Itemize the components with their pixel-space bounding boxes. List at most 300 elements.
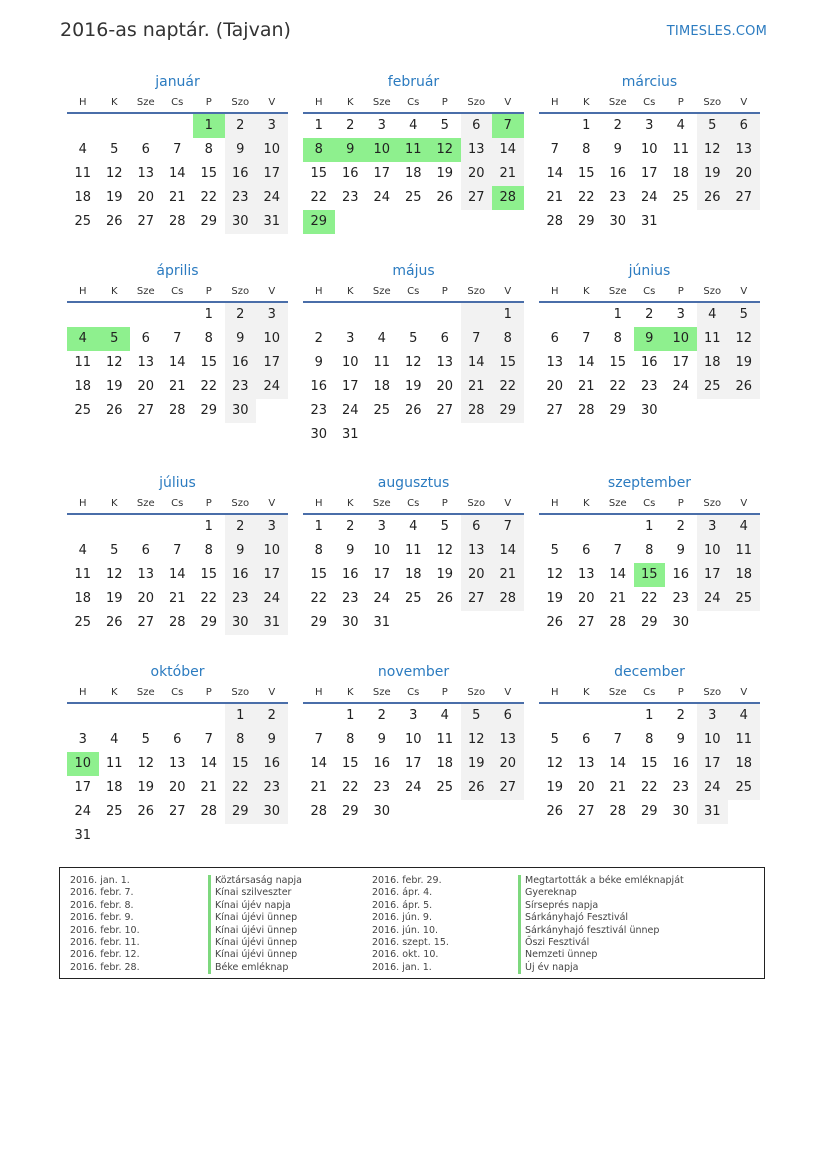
day-cell: 7 [314,732,323,747]
day-cell: 16 [256,752,288,776]
day-cell: 27 [546,403,564,418]
day-cell: 23 [310,403,328,418]
day-cell: 26 [436,591,454,606]
day-cell: 30 [672,804,690,819]
day-cell: 31 [341,427,359,442]
legend-date: 2016. ápr. 5. [372,899,433,911]
day-cell: 14 [310,756,328,771]
legend-holiday-name: Kínai újévi ünnep [208,937,302,949]
legend-right-dates [372,875,449,974]
day-cell: 15 [200,355,218,370]
day-cell: 30 [373,804,391,819]
day-cell: 1 [314,118,323,133]
day-cell: 14 [168,567,186,582]
month-block [303,660,524,824]
day-cell: 19 [404,379,422,394]
legend-date: 2016. febr. 12. [70,949,140,961]
weekday-header: Sze [366,684,398,704]
day-cell: 6 [550,331,559,346]
day-cell: 30 [256,800,288,824]
day-cell: 14 [461,351,493,375]
day-cell: 9 [377,732,386,747]
day-cell: 31 [697,800,729,824]
day-cell: 9 [676,543,685,558]
weekday-header: Sze [602,684,634,704]
day-cell: 4 [409,519,418,534]
day-cell: 28 [310,804,328,819]
day-cell: 26 [105,214,123,229]
month-name: április [156,263,199,279]
day-cell: 26 [105,403,123,418]
day-cell: 13 [137,567,155,582]
day-cell: 23 [609,190,627,205]
day-cell: 30 [225,611,257,635]
legend-holiday-name: Sárkányhajó Fesztivál [518,912,684,924]
month-name: augusztus [377,475,450,491]
month-block [67,259,288,423]
day-cell: 4 [728,515,760,539]
day-cell: 3 [256,114,288,138]
weekday-header: V [492,94,524,114]
empty-cell [256,399,288,423]
empty-cell [67,515,99,539]
day-cell: 19 [436,166,454,181]
weekday-header: H [67,495,99,515]
month-name: december [614,664,685,680]
day-cell: 20 [492,752,524,776]
weekday-header: P [665,283,697,303]
day-cell: 25 [74,615,92,630]
brand-logo-link[interactable]: TIMESLES.COM [666,24,767,39]
day-cell: 29 [577,214,595,229]
day-cell: 21 [168,190,186,205]
month-block [539,259,760,423]
month-block [67,660,288,848]
day-cell: 14 [492,138,524,162]
weekday-header: K [99,283,131,303]
day-cell: 15 [341,756,359,771]
weekday-header: K [99,684,131,704]
day-cell: 29 [310,615,328,630]
day-cell: 13 [137,166,155,181]
day-cell: 13 [461,539,493,563]
empty-cell [539,704,571,728]
day-cell: 11 [74,567,92,582]
day-cell: 27 [577,804,595,819]
day-cell: 9 [225,138,257,162]
day-cell: 20 [577,591,595,606]
empty-cell [225,824,257,848]
empty-cell [602,515,634,539]
day-cell: 16 [373,756,391,771]
legend-date: 2016. febr. 9. [70,912,134,924]
day-cell: 26 [137,804,155,819]
empty-cell [571,515,603,539]
day-cell: 3 [697,704,729,728]
day-cell: 27 [461,186,493,210]
empty-cell [303,704,335,728]
weekday-header: Cs [634,283,666,303]
day-cell: 18 [697,351,729,375]
day-cell: 6 [461,515,493,539]
day-cell: 5 [409,331,418,346]
day-cell: 3 [676,307,685,322]
weekday-header: P [429,495,461,515]
day-cell: 24 [341,403,359,418]
empty-cell [162,515,194,539]
weekday-header: K [99,94,131,114]
day-cell: 11 [436,732,454,747]
month-grid [67,495,288,635]
day-cell: 21 [609,591,627,606]
day-cell: 23 [225,186,257,210]
weekday-header: Cs [162,94,194,114]
day-cell: 3 [377,519,386,534]
day-cell: 10 [67,752,99,776]
day-cell: 14 [609,567,627,582]
day-cell: 31 [373,615,391,630]
weekday-header: V [728,283,760,303]
weekday-header: V [256,684,288,704]
day-cell: 9 [225,327,257,351]
weekday-header: Szo [697,283,729,303]
weekday-header: P [193,283,225,303]
day-cell: 21 [310,780,328,795]
day-cell: 30 [225,399,257,423]
empty-cell [539,515,571,539]
day-cell: 18 [74,190,92,205]
day-cell: 3 [78,732,87,747]
day-cell: 7 [173,331,182,346]
day-cell: 13 [137,355,155,370]
weekday-header: Cs [162,283,194,303]
day-cell: 13 [168,756,186,771]
day-cell: 7 [461,327,493,351]
day-cell: 21 [492,563,524,587]
empty-cell [461,800,493,824]
month-grid [539,495,760,635]
day-cell: 2 [676,708,685,723]
day-cell: 4 [377,331,386,346]
weekday-header: Cs [634,94,666,114]
day-cell: 2 [645,307,654,322]
day-cell: 10 [373,543,391,558]
day-cell: 16 [672,756,690,771]
day-cell: 28 [546,214,564,229]
empty-cell [697,399,729,423]
day-cell: 20 [137,591,155,606]
day-cell: 19 [105,591,123,606]
day-cell: 4 [440,708,449,723]
day-cell: 16 [341,567,359,582]
day-cell: 27 [137,403,155,418]
weekday-header: Cs [634,495,666,515]
day-cell: 25 [728,776,760,800]
day-cell: 7 [173,543,182,558]
day-cell: 28 [609,615,627,630]
day-cell: 23 [672,780,690,795]
day-cell: 22 [200,190,218,205]
day-cell: 20 [728,162,760,186]
day-cell: 17 [373,166,391,181]
day-cell: 26 [404,403,422,418]
day-cell: 28 [461,399,493,423]
weekday-header: Sze [130,495,162,515]
day-cell: 19 [546,591,564,606]
day-cell: 27 [577,615,595,630]
day-cell: 15 [577,166,595,181]
day-cell: 8 [582,142,591,157]
day-cell: 15 [225,752,257,776]
weekday-header: K [335,684,367,704]
day-cell: 29 [341,804,359,819]
day-cell: 1 [346,708,355,723]
day-cell: 3 [256,303,288,327]
weekday-header: H [67,94,99,114]
empty-cell [162,704,194,728]
weekday-header: Sze [366,94,398,114]
empty-cell [335,210,367,234]
day-cell: 6 [728,114,760,138]
legend-date: 2016. ápr. 4. [372,887,433,899]
legend-date: 2016. febr. 8. [70,899,134,911]
weekday-header: V [256,495,288,515]
weekday-header: H [539,283,571,303]
day-cell: 1 [225,704,257,728]
day-cell: 16 [672,567,690,582]
empty-cell [99,704,131,728]
day-cell: 5 [550,543,559,558]
day-cell: 3 [256,515,288,539]
month-block [67,471,288,635]
day-cell: 21 [168,379,186,394]
month-block [303,259,524,447]
weekday-header: Sze [366,495,398,515]
day-cell: 22 [492,375,524,399]
day-cell: 13 [577,567,595,582]
day-cell: 25 [404,190,422,205]
legend-right-names [518,875,684,974]
day-cell: 2 [314,331,323,346]
weekday-header: P [665,684,697,704]
day-cell: 30 [310,427,328,442]
day-cell: 21 [200,780,218,795]
day-cell: 15 [492,351,524,375]
day-cell: 9 [634,327,666,351]
day-cell: 14 [168,355,186,370]
weekday-header: K [571,495,603,515]
day-cell: 17 [256,563,288,587]
day-cell: 10 [366,138,398,162]
day-cell: 10 [256,138,288,162]
weekday-header: P [193,495,225,515]
day-cell: 17 [697,752,729,776]
day-cell: 20 [461,162,493,186]
day-cell: 8 [314,543,323,558]
day-cell: 2 [346,519,355,534]
empty-cell [697,611,729,635]
weekday-header: Szo [225,684,257,704]
empty-cell [571,704,603,728]
weekday-header: Cs [398,684,430,704]
month-grid [303,495,524,635]
day-cell: 18 [728,563,760,587]
day-cell: 10 [697,728,729,752]
day-cell: 25 [404,591,422,606]
weekday-header: Szo [461,94,493,114]
day-cell: 2 [256,704,288,728]
day-cell: 6 [173,732,182,747]
day-cell: 30 [640,403,658,418]
day-cell: 9 [335,138,367,162]
day-cell: 17 [672,355,690,370]
day-cell: 20 [168,780,186,795]
day-cell: 19 [697,162,729,186]
day-cell: 1 [314,519,323,534]
day-cell: 4 [409,118,418,133]
month-grid [539,283,760,423]
weekday-header: Szo [697,94,729,114]
month-name: február [387,74,440,90]
empty-cell [728,210,760,234]
day-cell: 12 [697,138,729,162]
day-cell: 24 [672,379,690,394]
day-cell: 25 [105,804,123,819]
day-cell: 7 [550,142,559,157]
empty-cell [492,423,524,447]
day-cell: 4 [676,118,685,133]
weekday-header: P [429,283,461,303]
empty-cell [193,704,225,728]
weekday-header: H [303,495,335,515]
day-cell: 18 [74,591,92,606]
day-cell: 13 [461,138,493,162]
day-cell: 23 [341,190,359,205]
day-cell: 24 [373,190,391,205]
day-cell: 22 [640,591,658,606]
day-cell: 16 [225,351,257,375]
day-cell: 15 [634,563,666,587]
day-cell: 1 [204,519,213,534]
weekday-header: Cs [398,94,430,114]
legend-holiday-name: Sírseprés napja [518,900,684,912]
month-block [539,471,760,635]
day-cell: 4 [67,327,99,351]
weekday-header: H [303,94,335,114]
day-cell: 11 [672,142,690,157]
empty-cell [162,824,194,848]
empty-cell [728,399,760,423]
month-block [67,70,288,234]
legend-holiday-name: Új év napja [518,962,684,974]
month-grid [539,94,760,234]
day-cell: 17 [373,567,391,582]
month-grid [303,94,524,234]
day-cell: 9 [346,543,355,558]
day-cell: 19 [105,190,123,205]
day-cell: 6 [141,331,150,346]
legend-holiday-name: Kínai újév napja [208,900,302,912]
day-cell: 18 [728,752,760,776]
weekday-header: K [335,283,367,303]
day-cell: 12 [105,355,123,370]
day-cell: 19 [137,780,155,795]
weekday-header: K [99,495,131,515]
empty-cell [429,611,461,635]
empty-cell [429,210,461,234]
empty-cell [162,114,194,138]
day-cell: 3 [377,118,386,133]
weekday-header: P [429,684,461,704]
weekday-header: H [67,684,99,704]
day-cell: 7 [492,515,524,539]
empty-cell [130,704,162,728]
day-cell: 18 [373,379,391,394]
day-cell: 22 [609,379,627,394]
weekday-header: K [335,94,367,114]
day-cell: 30 [341,615,359,630]
day-cell: 4 [697,303,729,327]
day-cell: 23 [640,379,658,394]
day-cell: 5 [110,543,119,558]
legend-left-dates [70,875,140,974]
day-cell: 28 [492,587,524,611]
day-cell: 20 [461,563,493,587]
day-cell: 16 [640,355,658,370]
weekday-header: H [303,684,335,704]
weekday-header: Sze [366,283,398,303]
day-cell: 26 [728,375,760,399]
weekday-header: Sze [602,283,634,303]
day-cell: 7 [173,142,182,157]
month-name: július [159,475,196,491]
legend-date: 2016. febr. 11. [70,936,140,948]
day-cell: 31 [74,828,92,843]
day-cell: 28 [577,403,595,418]
day-cell: 14 [609,756,627,771]
day-cell: 18 [105,780,123,795]
day-cell: 25 [74,403,92,418]
weekday-header: Sze [130,684,162,704]
empty-cell [665,210,697,234]
day-cell: 21 [609,780,627,795]
empty-cell [429,800,461,824]
empty-cell [366,303,398,327]
day-cell: 13 [577,756,595,771]
weekday-header: K [571,283,603,303]
empty-cell [602,704,634,728]
legend-date: 2016. jan. 1. [70,875,130,886]
empty-cell [492,800,524,824]
day-cell: 26 [105,615,123,630]
day-cell: 2 [225,114,257,138]
day-cell: 6 [440,331,449,346]
day-cell: 10 [404,732,422,747]
month-block [539,70,760,234]
legend-date: 2016. febr. 10. [70,924,140,936]
day-cell: 5 [550,732,559,747]
day-cell: 28 [168,403,186,418]
day-cell: 7 [613,732,622,747]
day-cell: 2 [346,118,355,133]
day-cell: 15 [200,166,218,181]
day-cell: 12 [436,543,454,558]
legend-holiday-name: Kínai újévi ünnep [208,912,302,924]
day-cell: 26 [546,615,564,630]
day-cell: 14 [168,166,186,181]
day-cell: 30 [609,214,627,229]
day-cell: 8 [492,327,524,351]
